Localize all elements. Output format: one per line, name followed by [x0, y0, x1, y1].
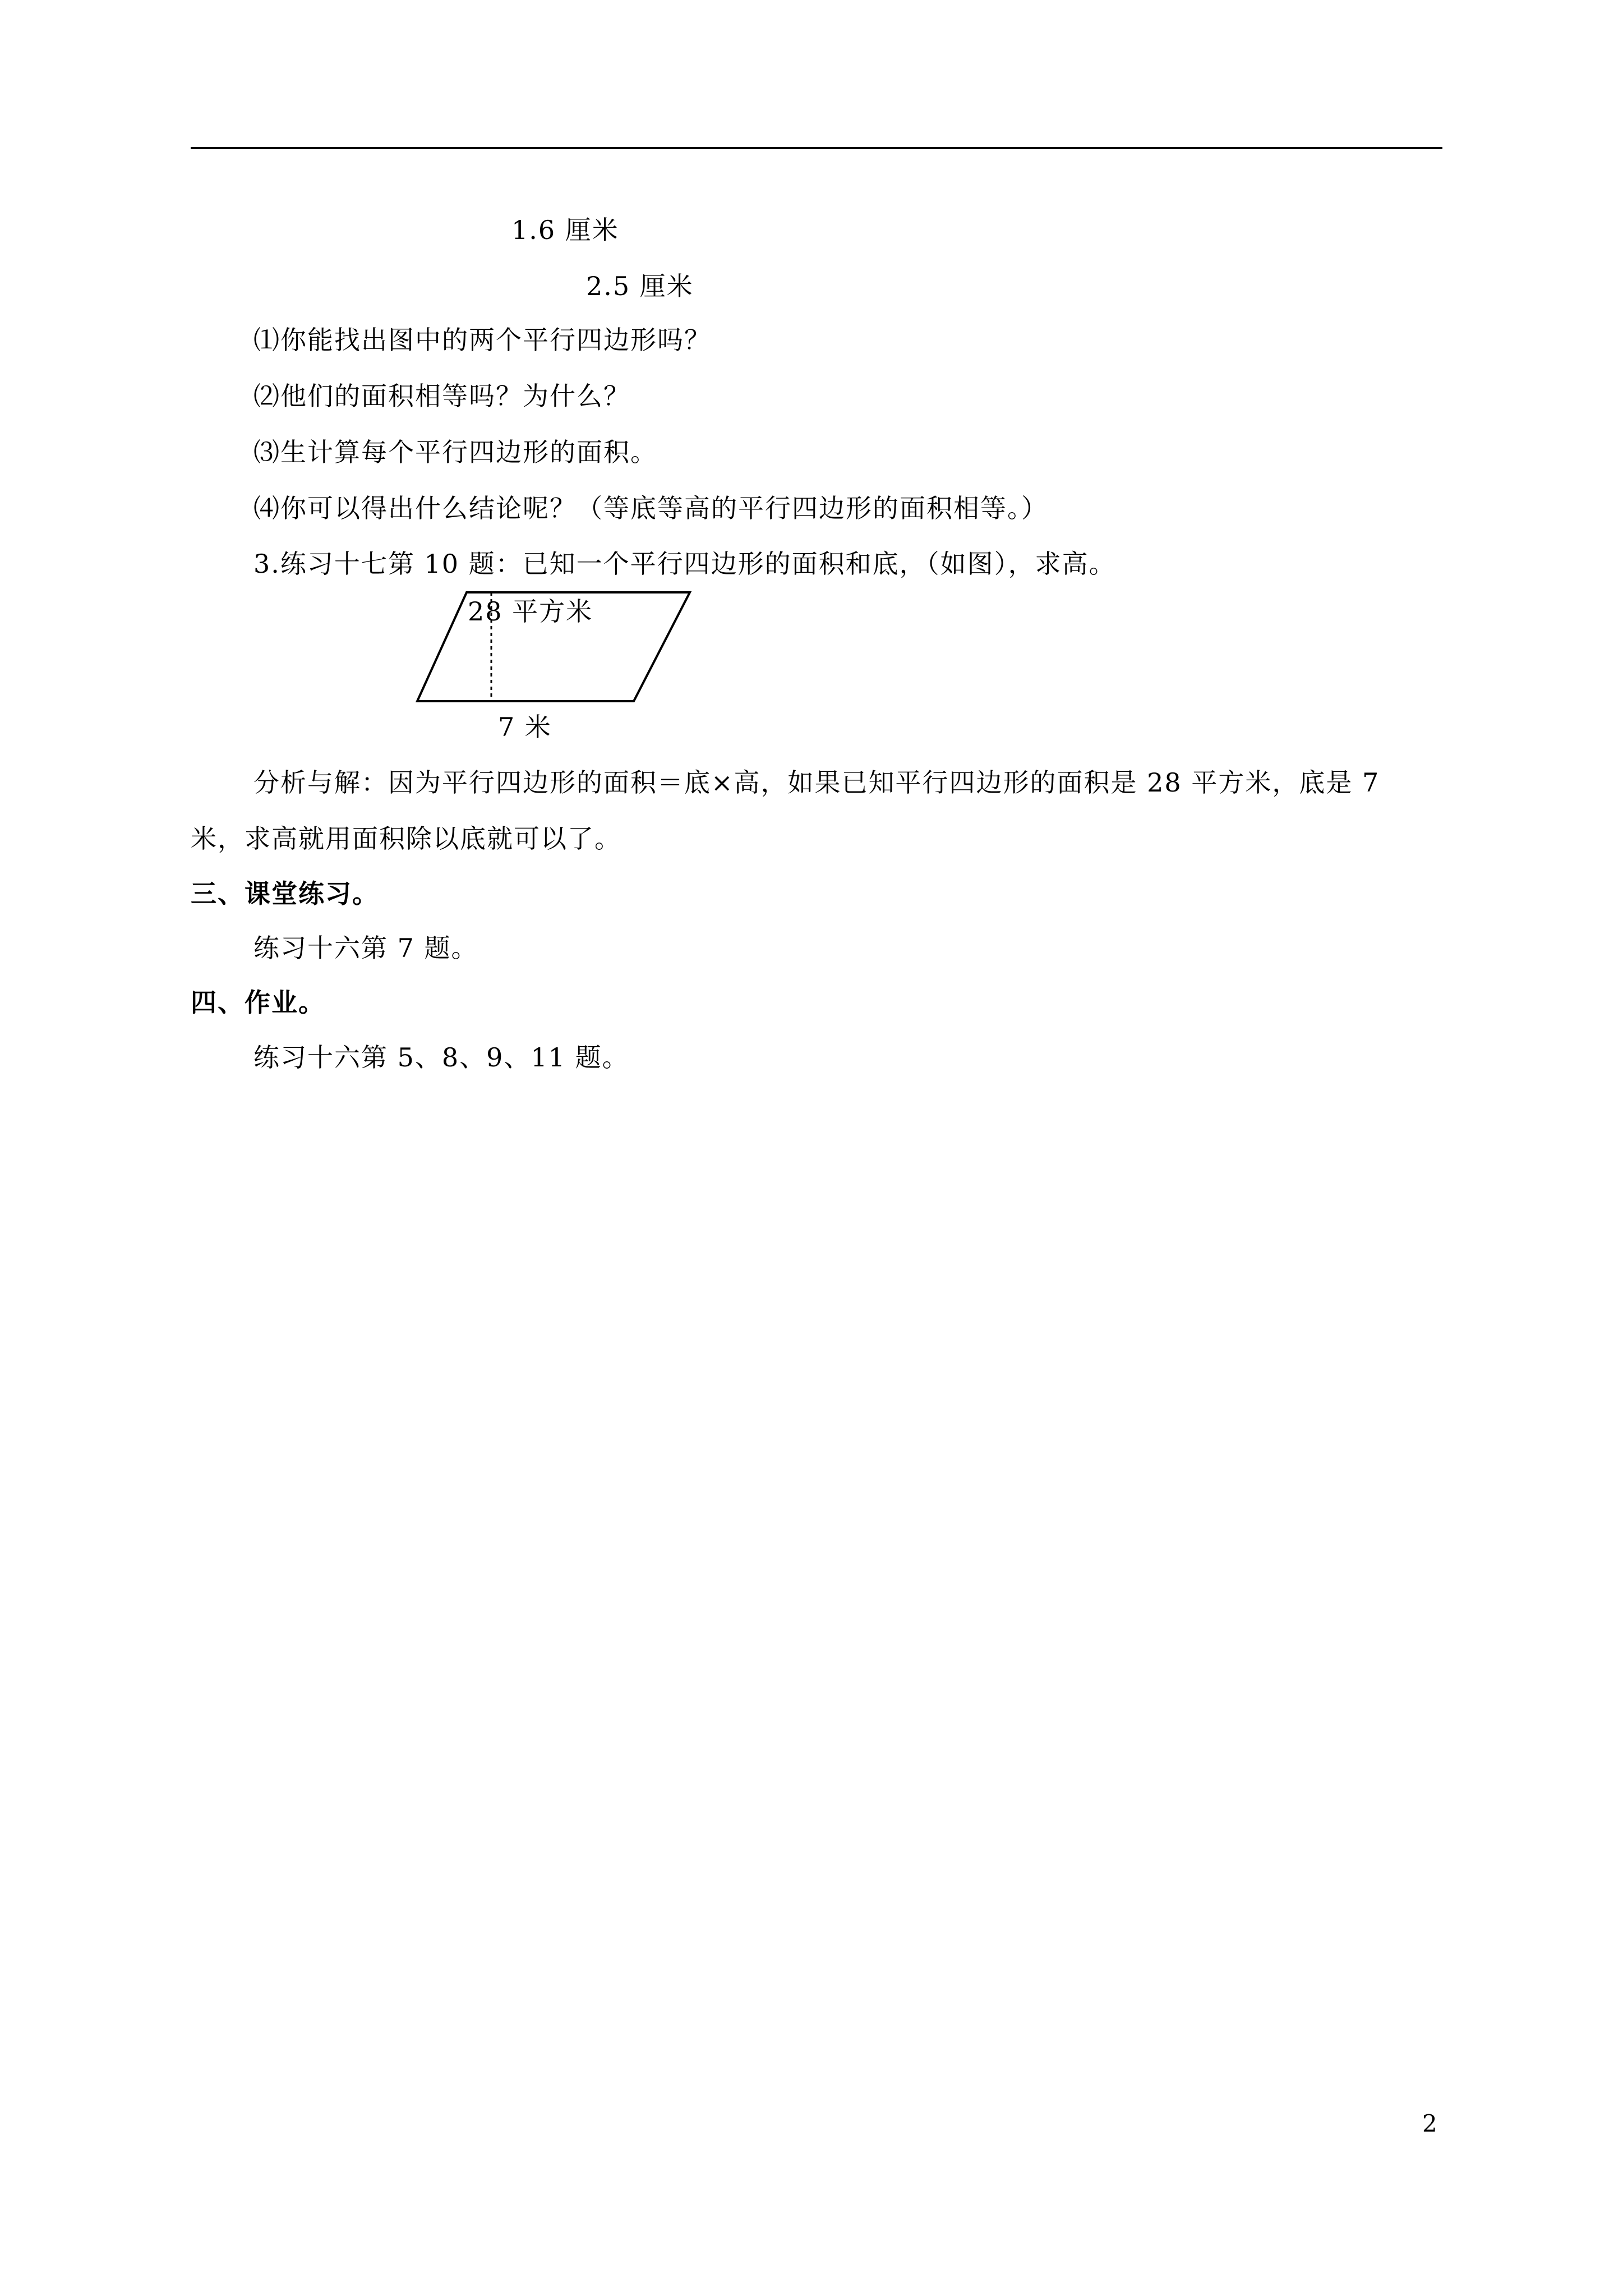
analysis-line-1: 分析与解：因为平行四边形的面积＝底×高，如果已知平行四边形的面积是 28 平方米，底是 7	[253, 767, 1380, 798]
header-rule	[191, 147, 1442, 149]
area-label: 28 平方米	[468, 596, 593, 627]
label-1-6-cm: 1.6 厘米	[511, 215, 619, 245]
question-4: ⑷你可以得出什么结论呢？（等底等高的平行四边形的面积相等。）	[253, 493, 1048, 523]
section-3-heading: 三、课堂练习。	[191, 878, 379, 909]
question-2: ⑵他们的面积相等吗？为什么？	[253, 381, 630, 411]
question-3: ⑶生计算每个平行四边形的面积。	[253, 437, 657, 467]
parallelogram-figure	[409, 583, 701, 746]
label-2-5-cm: 2.5 厘米	[586, 271, 694, 301]
page-number: 2	[1422, 2110, 1437, 2137]
section-3-body: 练习十六第 7 题。	[253, 933, 478, 963]
section-4-body: 练习十六第 5、8、9、11 题。	[253, 1042, 629, 1073]
analysis-line-2: 米，求高就用面积除以底就可以了。	[191, 823, 621, 854]
base-label: 7 米	[498, 712, 552, 742]
question-1: ⑴你能找出图中的两个平行四边形吗？	[253, 325, 711, 355]
section-4-heading: 四、作业。	[191, 987, 325, 1018]
exercise-3-text: 3.练习十七第 10 题：已知一个平行四边形的面积和底，（如图），求高。	[253, 549, 1116, 579]
